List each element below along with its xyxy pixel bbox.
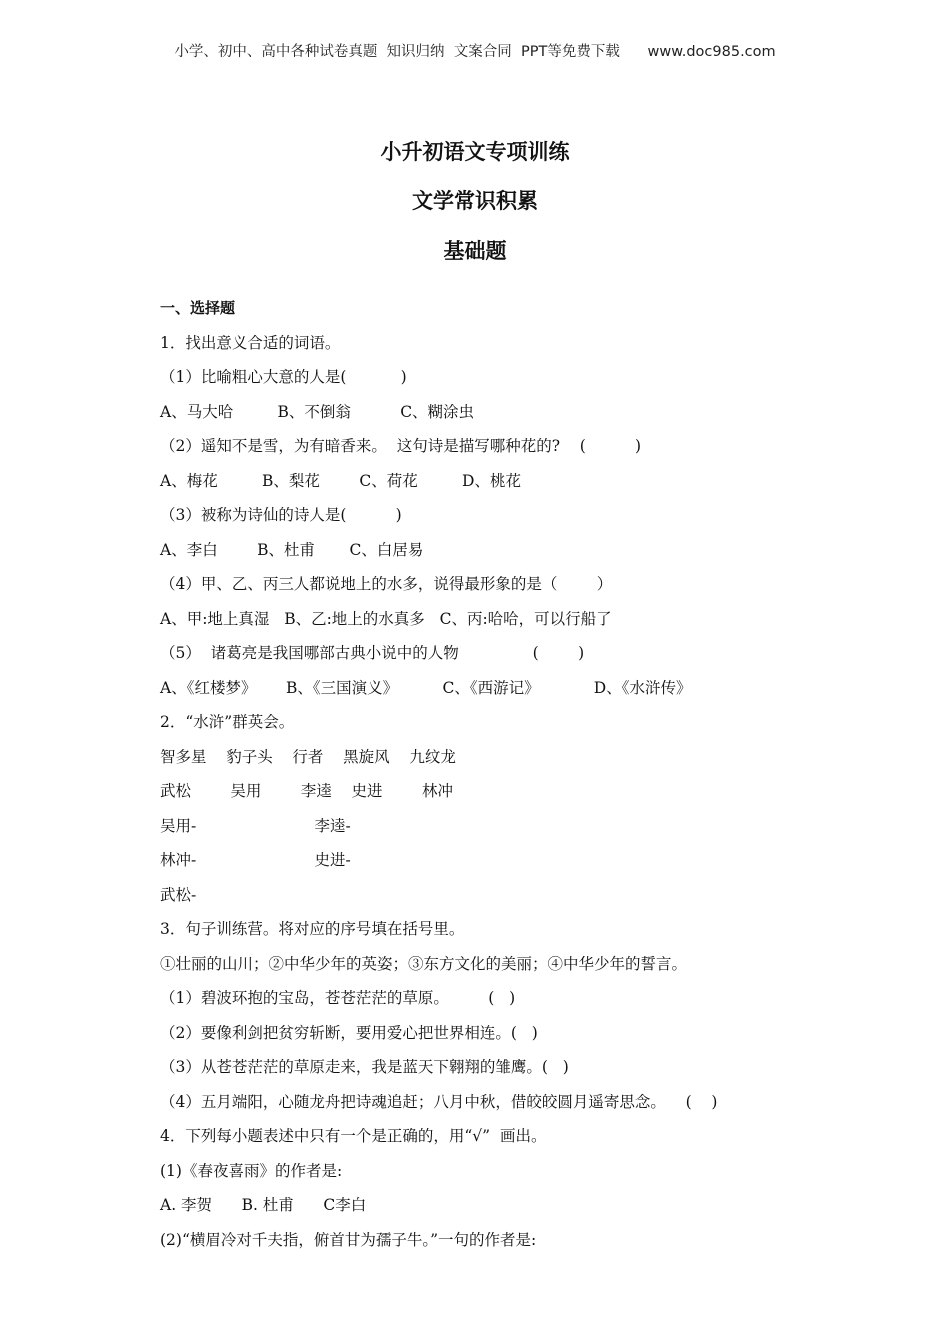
question-3-4: （4）五月端阳，心随龙舟把诗魂追赶；八月中秋，借皎皎圆月遥寄思念。 ( ) — [160, 1093, 718, 1111]
question-4: 4．下列每小题表述中只有一个是正确的，用“√” 画出。 — [160, 1127, 547, 1145]
names-row: 武松 吴用 李逵 史进 林冲 — [160, 782, 453, 800]
options-1-4: A、甲:地上真湿 B、乙:地上的水真多 C、丙:哈哈，可以行船了 — [160, 610, 612, 628]
match-row-2: 林冲- 史进- — [160, 851, 351, 869]
question-1-4: （4）甲、乙、丙三人都说地上的水多，说得最形象的是（ ） — [160, 575, 613, 593]
nicknames-row: 智多星 豹子头 行者 黑旋风 九纹龙 — [160, 748, 456, 766]
question-4-1: (1)《春夜喜雨》的作者是: — [160, 1162, 343, 1180]
doc-level: 基础题 — [443, 239, 507, 263]
question-3-2: （2）要像利剑把贫穷斩断，要用爱心把世界相连。( ) — [160, 1024, 538, 1042]
match-row-1: 吴用- 李逵- — [160, 817, 351, 835]
question-1-2: （2）遥知不是雪，为有暗香来。 这句诗是描写哪种花的? ( ) — [160, 437, 642, 455]
options-1-2: A、梅花 B、梨花 C、荷花 D、桃花 — [160, 472, 521, 490]
question-1: 1．找出意义合适的词语。 — [160, 334, 341, 352]
options-1-3: A、李白 B、杜甫 C、白居易 — [160, 541, 424, 559]
page-header: 小学、初中、高中各种试卷真题 知识归纳 文案合同 PPT等免费下载 www.doc985.com — [174, 44, 776, 60]
section-heading: 一、选择题 — [160, 299, 236, 317]
question-1-3: （3）被称为诗仙的诗人是( ) — [160, 506, 402, 524]
question-4-2: (2)“横眉冷对千夫指，俯首甘为孺子牛。”一句的作者是: — [160, 1231, 537, 1249]
options-4-1: A. 李贺 B. 杜甫 C李白 — [160, 1196, 367, 1214]
question-3-choices: ①壮丽的山川；②中华少年的英姿；③东方文化的美丽；④中华少年的誓言。 — [160, 955, 688, 973]
question-3-1: （1）碧波环抱的宝岛，苍苍茫茫的草原。 ( ) — [160, 989, 516, 1007]
question-3: 3．句子训练营。将对应的序号填在括号里。 — [160, 920, 465, 938]
match-row-3: 武松- — [160, 886, 197, 904]
question-3-3: （3）从苍苍茫茫的草原走来，我是蓝天下翱翔的雏鹰。( ) — [160, 1058, 569, 1076]
doc-title: 小升初语文专项训练 — [380, 140, 570, 164]
options-1-1: A、马大哈 B、不倒翁 C、糊涂虫 — [160, 403, 475, 421]
question-2: 2．“水浒”群英会。 — [160, 713, 295, 731]
question-1-1: （1）比喻粗心大意的人是( ) — [160, 368, 407, 386]
question-1-5: （5） 诸葛亮是我国哪部古典小说中的人物 ( ) — [160, 644, 585, 662]
doc-subtitle: 文学常识积累 — [412, 189, 538, 213]
options-1-5: A、《红楼梦》 B、《三国演义》 C、《西游记》 D、《水浒传》 — [160, 679, 692, 697]
